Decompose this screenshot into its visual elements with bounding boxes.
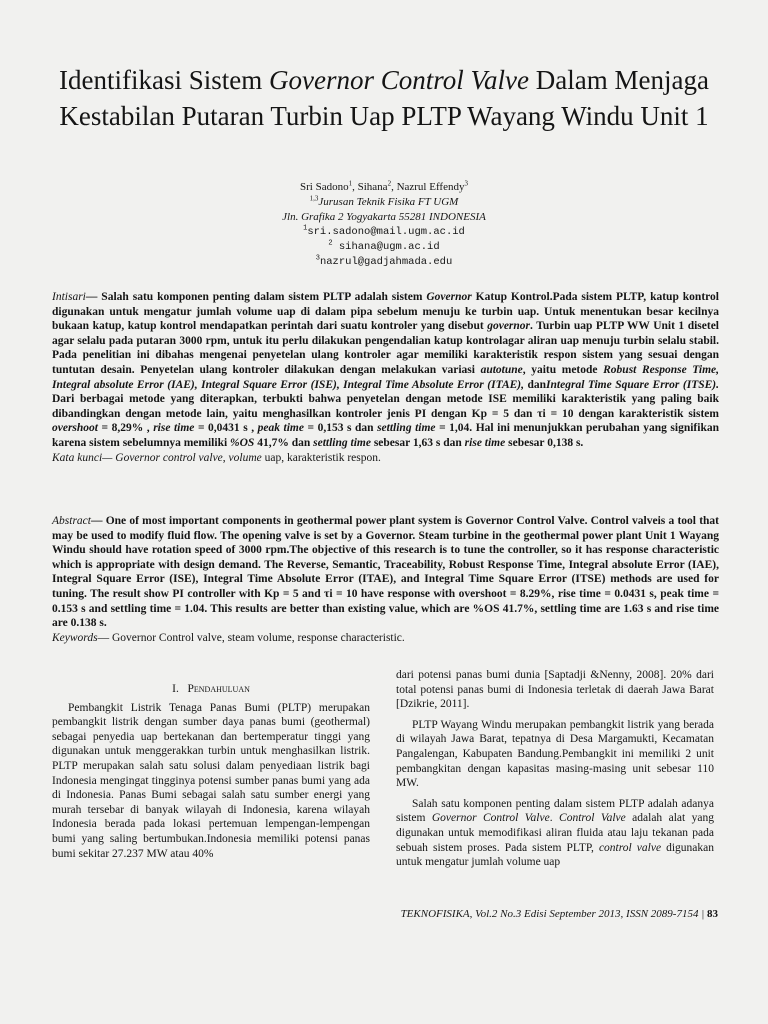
intro-paragraph-3: PLTP Wayang Windu merupakan pembangkit listrik yang berada di wilayah Jawa Barat, tepatnya di Desa Margamukti, Kecamatan Pangalengan, Kabupaten Bandung.Pembangkit ini memiliki 2 unit pembangkitan dengan kapasitas masing-masing unit sebesar 110 MW. [396,718,714,790]
intro-paragraph-4: Salah satu komponen penting dalam sistem PLTP adalah adanya sistem Governor Control Valve. Control Valve adalah alat yang digunakan untuk memodifikasi aliran fluida atau laju tekanan pada sebuah sistem proses. Pada sistem PLTP, control valve digunakan untuk mengatur jumlah volume uap [396,797,715,869]
page-footer: TEKNOFISIKA, Vol.2 No.3 Edisi September 2013, ISSN 2089-7154 | 83 [400,908,718,920]
intro-paragraph-2: dari potensi panas bumi dunia [Saptadji &Nenny, 2008]. 20% dari total potensi panas bumi di Indonesia terletak di daerah Jawa Barat [Dzikrie, 2011]. [396,669,714,711]
author-email-1[interactable]: $^1$sri.sadono@mail.ugm.ac.id [303,224,465,238]
intisari-text: Intisari— Salah satu komponen penting dalam sistem PLTP adalah sistem Governor Katup Kontrol.Pada sistem PLTP, katup kontrol digunakan untuk mengatur jumlah volume uap di dalam pipa sebelum menuju ke turbin uap. Untuk menentukan besar kecilnya bukaan katup, katup kontrol mendapatkan perintah dari suatu kontroler yang disebut governor. Turbin uap PLTP WW Unit 1 disetel agar selalu pada putaran 3000 rpm, untuk itu perlu dilakukan pengendalian katup kontrolagar aliran uap menuju turbin selalu stabil. Pada penelitian ini dibahas mengenai penyetelan ulang kontroler agar memiliki karakteristik respon sistem yang sesuai dengan tuntutan desain. Penyetelan ulang kontroler dilakukan dengan melakukan variasi autotune, yaitu metode Robust Response Time, Integral absolute Error (IAE), Integral Square Error (ISE), Integral Time Absolute Error (ITAE), danIntegral Time Square Error (ITSE). Dari berbagai metode yang diterapkan, terbukti bahwa penyetelan dengan metode ISE memiliki karakteristik yang paling baik dibandingkan dengan metode lain, yaitu menghasilkan kontroler jenis PI dengan Kp = 5 dan τi = 10 dengan karakteristik sistem overshoot = 8,29% , rise time = 0,0431 s , peak time = 0,153 s dan settling time = 1,04. Hal ini menunjukkan perubahan yang signifikan karena sistem sebelumnya memiliki %OS 41,7% dan settling time sebesar 1,63 s dan rise time sebesar 0,138 s. [52,291,719,449]
author-block [0,180,768,270]
author-address: Jln. Grafika 2 Yogyakarta 55281 INDONESIA [282,211,486,223]
intisari-block [52,290,719,465]
page-number: 83 [707,908,718,920]
author-affiliation: $^{1,3}$Jurusan Teknik Fisika FT UGM [309,194,459,208]
abstract-block [52,514,719,645]
intro-paragraph-1: Pembangkit Listrik Tenaga Panas Bumi (PLTP) merupakan pembangkit listrik dengan sumber daya panas bumi (geothermal) sebagai penyedia uap bertekanan dan bertemperatur tinggi yang digunakan untuk menggerakkan turbin untuk menghasilkan listrik. PLTP merupakan salah satu solusi dalam penyediaan listrik bagi Indonesia mengingat tingginya potensi sumber panas bumi yang ada di Indonesia. Panas Bumi sebagai salah satu sumber energi yang murah tersebar di banyak wilayah di Indonesia, karena wilayah Indonesia berada pada lokasi pertemuan lempengan-lempengan bumi yang saling bertumbukan.Indonesia memiliki potensi panas bumi sekitar 27.237 MW atau 40% [52,701,370,860]
paper-title: Identifikasi Sistem Governor Control Valve Dalam Menjaga Kestabilan Putaran Turbin Uap PLTP Wayang Windu Unit 1 [59,65,709,131]
author-email-3[interactable]: $^3$nazrul@gadjahmada.edu [315,254,453,268]
section-heading: I. Pendahuluan [172,683,250,695]
author-email-2[interactable]: $^2$ sihana@ugm.ac.id [328,239,440,253]
right-column [396,668,714,876]
kata-kunci: Kata kunci— Governor control valve, volume uap, karakteristik respon. [52,451,381,464]
left-column [52,682,370,867]
keywords: Keywords— Governor Control valve, steam volume, response characteristic. [52,631,405,644]
author-names: Sri Sadono$^1$, Sihana$^2$, Nazrul Effendy$^3$ [300,179,468,193]
abstract-text: Abstract— One of most important components in geothermal power plant system is Governor Control Valve. Control valveis a tool that may be used to modify fluid flow. The opening valve is set by a Governor. Steam turbine in the geothermal power plant Unit 1 Wayang Windu should have rotation speed of 3000 rpm.The objective of this research is to tune the controller, so it has response characteristic which is appropriate with design demand. The Reverse, Semantic, Traceability, Robust Response Time, Integral absolute Error (IAE), Integral Square Error (ISE), Integral Time Absolute Error (ITAE), and Integral Time Square Error (ITSE) methods are used for tuning. The result show PI controller with Kp = 5 and τi = 10 have response with overshoot = 8.29%, rise time = 0.0431 s, peak time = 0.153 s and settling time = 1.04. This results are better than existing value, which are %OS 41.7%, settling time are 1.63 s and rise time are 0.138 s. [52,515,719,630]
